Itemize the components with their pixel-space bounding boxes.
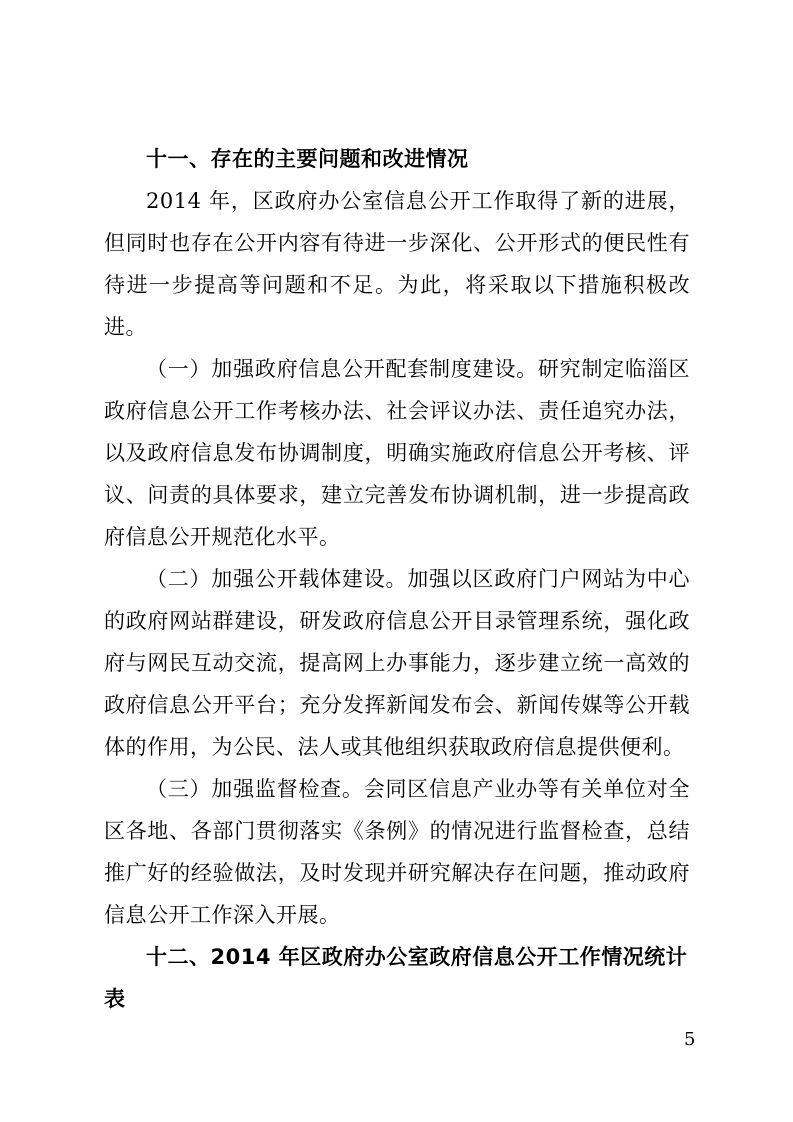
paragraph-measure-1: （一）加强政府信息公开配套制度建设。研究制定临淄区政府信息公开工作考核办法、社会评议办法、责任追究办法，以及政府信息发布协调制度，明确实施政府信息公开考核、评议、问责的具体要求，建立完善发布协调机制，进一步提高政府信息公开规范化水平。	[104, 357, 690, 549]
paragraph-measure-3: （三）加强监督检查。会同区信息产业办等有关单位对全区各地、各部门贯彻落实《条例》的情况进行监督检查，总结推广好的经验做法，及时发现并研究解决存在问题，推动政府信息公开工作深入开展。	[104, 777, 690, 927]
paragraph-overview: 2014 年，区政府办公室信息公开工作取得了新的进展，但同时也存在公开内容有待进一步深化、公开形式的便民性有待进一步提高等问题和不足。为此，将采取以下措施积极改进。	[104, 189, 690, 339]
section-heading-statistics-table: 十二、2014 年区政府办公室政府信息公开工作情况统计表	[104, 945, 688, 1011]
document-body	[104, 138, 690, 1020]
page-number: 5	[684, 1029, 696, 1050]
section-heading-problems-improvements: 十一、存在的主要问题和改进情况	[146, 147, 469, 171]
paragraph-measure-2: （二）加强公开载体建设。加强以区政府门户网站为中心的政府网站群建设，研发政府信息公开目录管理系统，强化政府与网民互动交流，提高网上办事能力，逐步建立统一高效的政府信息公开平台；充分发挥新闻发布会、新闻传媒等公开载体的作用，为公民、法人或其他组织获取政府信息提供便利。	[104, 567, 690, 759]
